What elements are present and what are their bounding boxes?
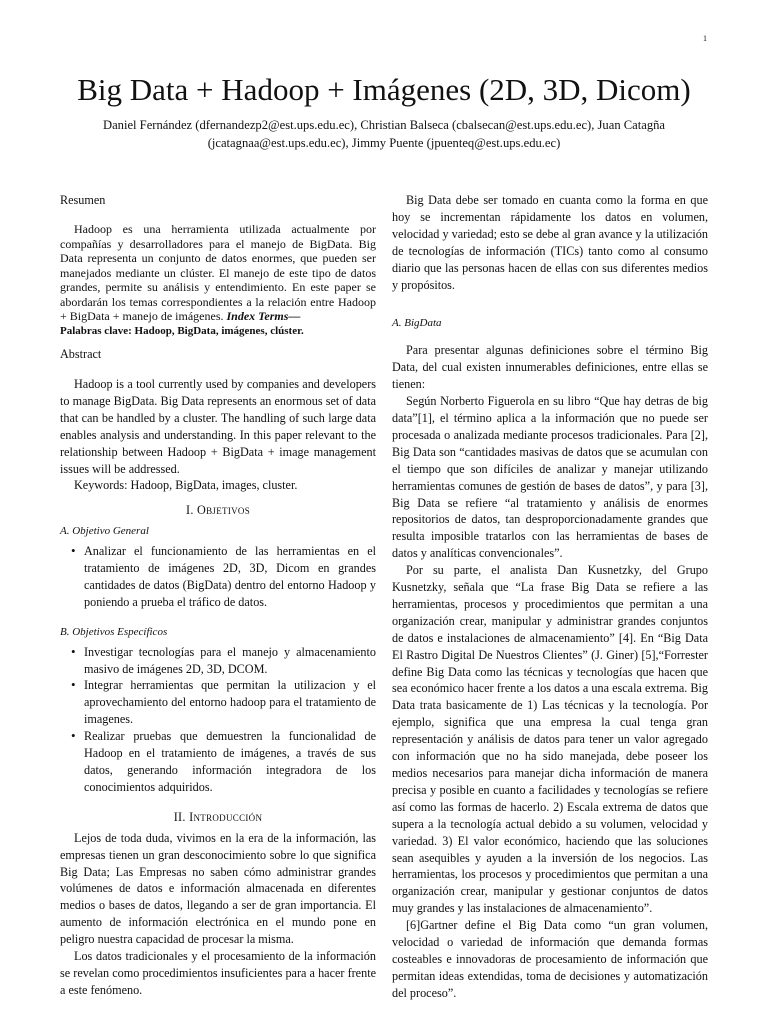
palabras-clave: Palabras clave: Hadoop, BigData, imágenes, clúster.	[60, 325, 304, 338]
keywords-en: Keywords: Hadoop, BigData, images, cluster.	[74, 478, 298, 493]
list-item: • Integrar herramientas que permitan la utilizacion y el aprovechamiento del entorno hadoop para el tratamiento de imagenes.	[84, 677, 376, 728]
authors-line-1: Daniel Fernández (dfernandezp2@est.ups.edu.ec), Christian Balseca (cbalsecan@est.ups.edu.ec), Juan Catagña	[102, 118, 666, 132]
resumen-heading: Resumen	[60, 193, 106, 207]
bigdata-paragraph-4: [6]Gartner define el Big Data como “un gran volumen, velocidad o variedad de información que demanda formas costeables e innovadoras de procesamiento de información que permitan ideas extendidas, toma de decisiones y automatización del proceso”.	[392, 918, 708, 1000]
list-item: • Investigar tecnologías para el manejo y almacenamiento masivo de imágenes 2D, 3D, DCOM.	[84, 644, 376, 678]
subsection-bigdata: A. BigData	[392, 317, 442, 330]
index-terms-label: Index Terms—	[226, 309, 301, 324]
bigdata-paragraph-3: Por su parte, el analista Dan Kusnetzky, del Grupo Kusnetzky, señala que “La frase Big Data se refiere a las herramientas, procesos y procedimientos que permitan a una organización crear, manipular y administrar grandes conjuntos de datos e instalaciones de almacenamiento” [4]. En “Big Data El Rastro Digital De Nuestros Clientes” (J. Giner) [5],“Forrester define Big Data como las técnicas y tecnologías que hacen que sea económico hacer frente a los datos a una escala extrema. Big Data trata basicamente de 1) Las técnicas y la tecnología. Por ejemplo, significa que una empresa la cual tenga gran representación y análisis de datos para tener un valor agregado con información que no ha sido manejada, debe poseer los medios necesarios para manejar dicha información de manera precisa y posible en cuanto a facilidades y tecnologías se refiere así como las formas de hacerlo. 2) Escala extrema de datos que supera a la tecnología actual debido a su volumen, velocidad y variedad. 3) El valor económico, haciendo que las soluciones sean asequibles y ayuden a la inversión de los negocios. Las herramientas, los procesos y procedimientos que permitan a una organización crear, manipular y gestionar conjuntos de datos muy grandes y las instalaciones de almacenamiento”.	[392, 563, 708, 916]
section-introduccion-title: II. Introducción	[173, 809, 263, 824]
abstract-heading: Abstract	[60, 347, 102, 362]
specific-objectives-list	[60, 644, 376, 796]
bigdata-intro-paragraph: Big Data debe ser tomado en cuanta como la forma en que hoy se incrementan rápidamente los datos en volumen, velocidad y variedad; esto se debe al gran avance y la utilización de tecnologías de información (TICs) tanto como al consumo diario que las personas hacen de ellas con sus diferentes medios y propósitos.	[392, 193, 708, 292]
bigdata-paragraph-2: Según Norberto Figuerola en su libro “Que hay detras de big data”[1], el término aplica a la información que no puede ser procesada o analizada mediante procesos tradicionales. Para [2], Big Data son “cantidades masivas de datos que se acumulan con el tiempo que son difíciles de analizar y manejar utilizando herramientas comunes de gestión de bases de datos”, y para [3], Big Data se refiere “al tratamiento y análisis de enormes repositorios de datos, tan desproporcionadamente grandes que resulta imposible tratarlos con las herramientas de bases de datos y analíticas convencionales”.	[392, 394, 708, 561]
right-column	[392, 192, 708, 1002]
section-objetivos-title: I. Objetivos	[185, 503, 251, 518]
bigdata-paragraph-1: Para presentar algunas definiciones sobre el término Big Data, del cual existen innumerables definiciones, entre ellas se tienen:	[392, 343, 708, 392]
list-item: • Realizar pruebas que demuestren la funcionalidad de Hadoop en el tratamiento de imágenes, a través de sus datos, generando información integradora de los conocimientos adquiridos.	[84, 728, 376, 796]
paper-title: Big Data + Hadoop + Imágenes (2D, 3D, Dicom)	[77, 72, 691, 107]
resumen-text	[60, 222, 376, 324]
intro-paragraph-1: Lejos de toda duda, vivimos en la era de la información, las empresas tienen un gran desconocimiento sobre lo que significa Big Data; Las Empresas no saben cómo administrar grandes volúmenes de datos e información almacenada en diferentes medios o bases de datos, llegando a ser de gran importancia. El aumento de información electrónica en el mundo pone en peligro nuestra capacidad de procesar la misma.	[60, 830, 376, 947]
page-number: 1	[703, 34, 707, 43]
abstract-text: Hadoop is a tool currently used by companies and developers to manage BigData. Big Data represents an enormous set of data that can be handled by a cluster. The handling of such large data enables analysis and understanding. In this paper relevant to the relationship between Hadoop + BigData + image management issues will be addressed.	[60, 376, 376, 476]
authors-line-2: (jcatagnaa@est.ups.edu.ec), Jimmy Puente (jpuenteq@est.ups.edu.ec)	[207, 136, 561, 150]
subsection-objetivo-general: A. Objetivo General	[60, 525, 149, 538]
left-column	[60, 192, 376, 999]
general-objectives-list	[60, 543, 376, 611]
author-list	[40, 116, 728, 152]
subsection-objetivos-especificos: B. Objetivos Específicos	[60, 625, 168, 638]
list-item: • Analizar el funcionamiento de las herramientas en el tratamiento de imágenes 2D, 3D, Dicom en grandes cantidades de datos (BigData) dentro del entorno Hadoop y poniendo a prueba el tráfico de datos.	[84, 543, 376, 611]
resumen-block	[60, 222, 376, 338]
resumen-body: Hadoop es una herramienta utilizada actualmente por compañías y desarrolladores para el manejo de BigData. Big Data representa un conjunto de datos enormes, que pueden ser manejados mediante un clúster. El manejo de este tipo de datos grandes, permite su análisis y entendimiento. En este paper se abordarán los temas correspondientes a la relación entre Hadoop + BigData + manejo de imágenes.	[60, 221, 376, 324]
intro-paragraph-2: Los datos tradicionales y el procesamiento de la información se revelan como procedimientos insuficientes para a hacer frente a este fenómeno.	[60, 949, 376, 997]
